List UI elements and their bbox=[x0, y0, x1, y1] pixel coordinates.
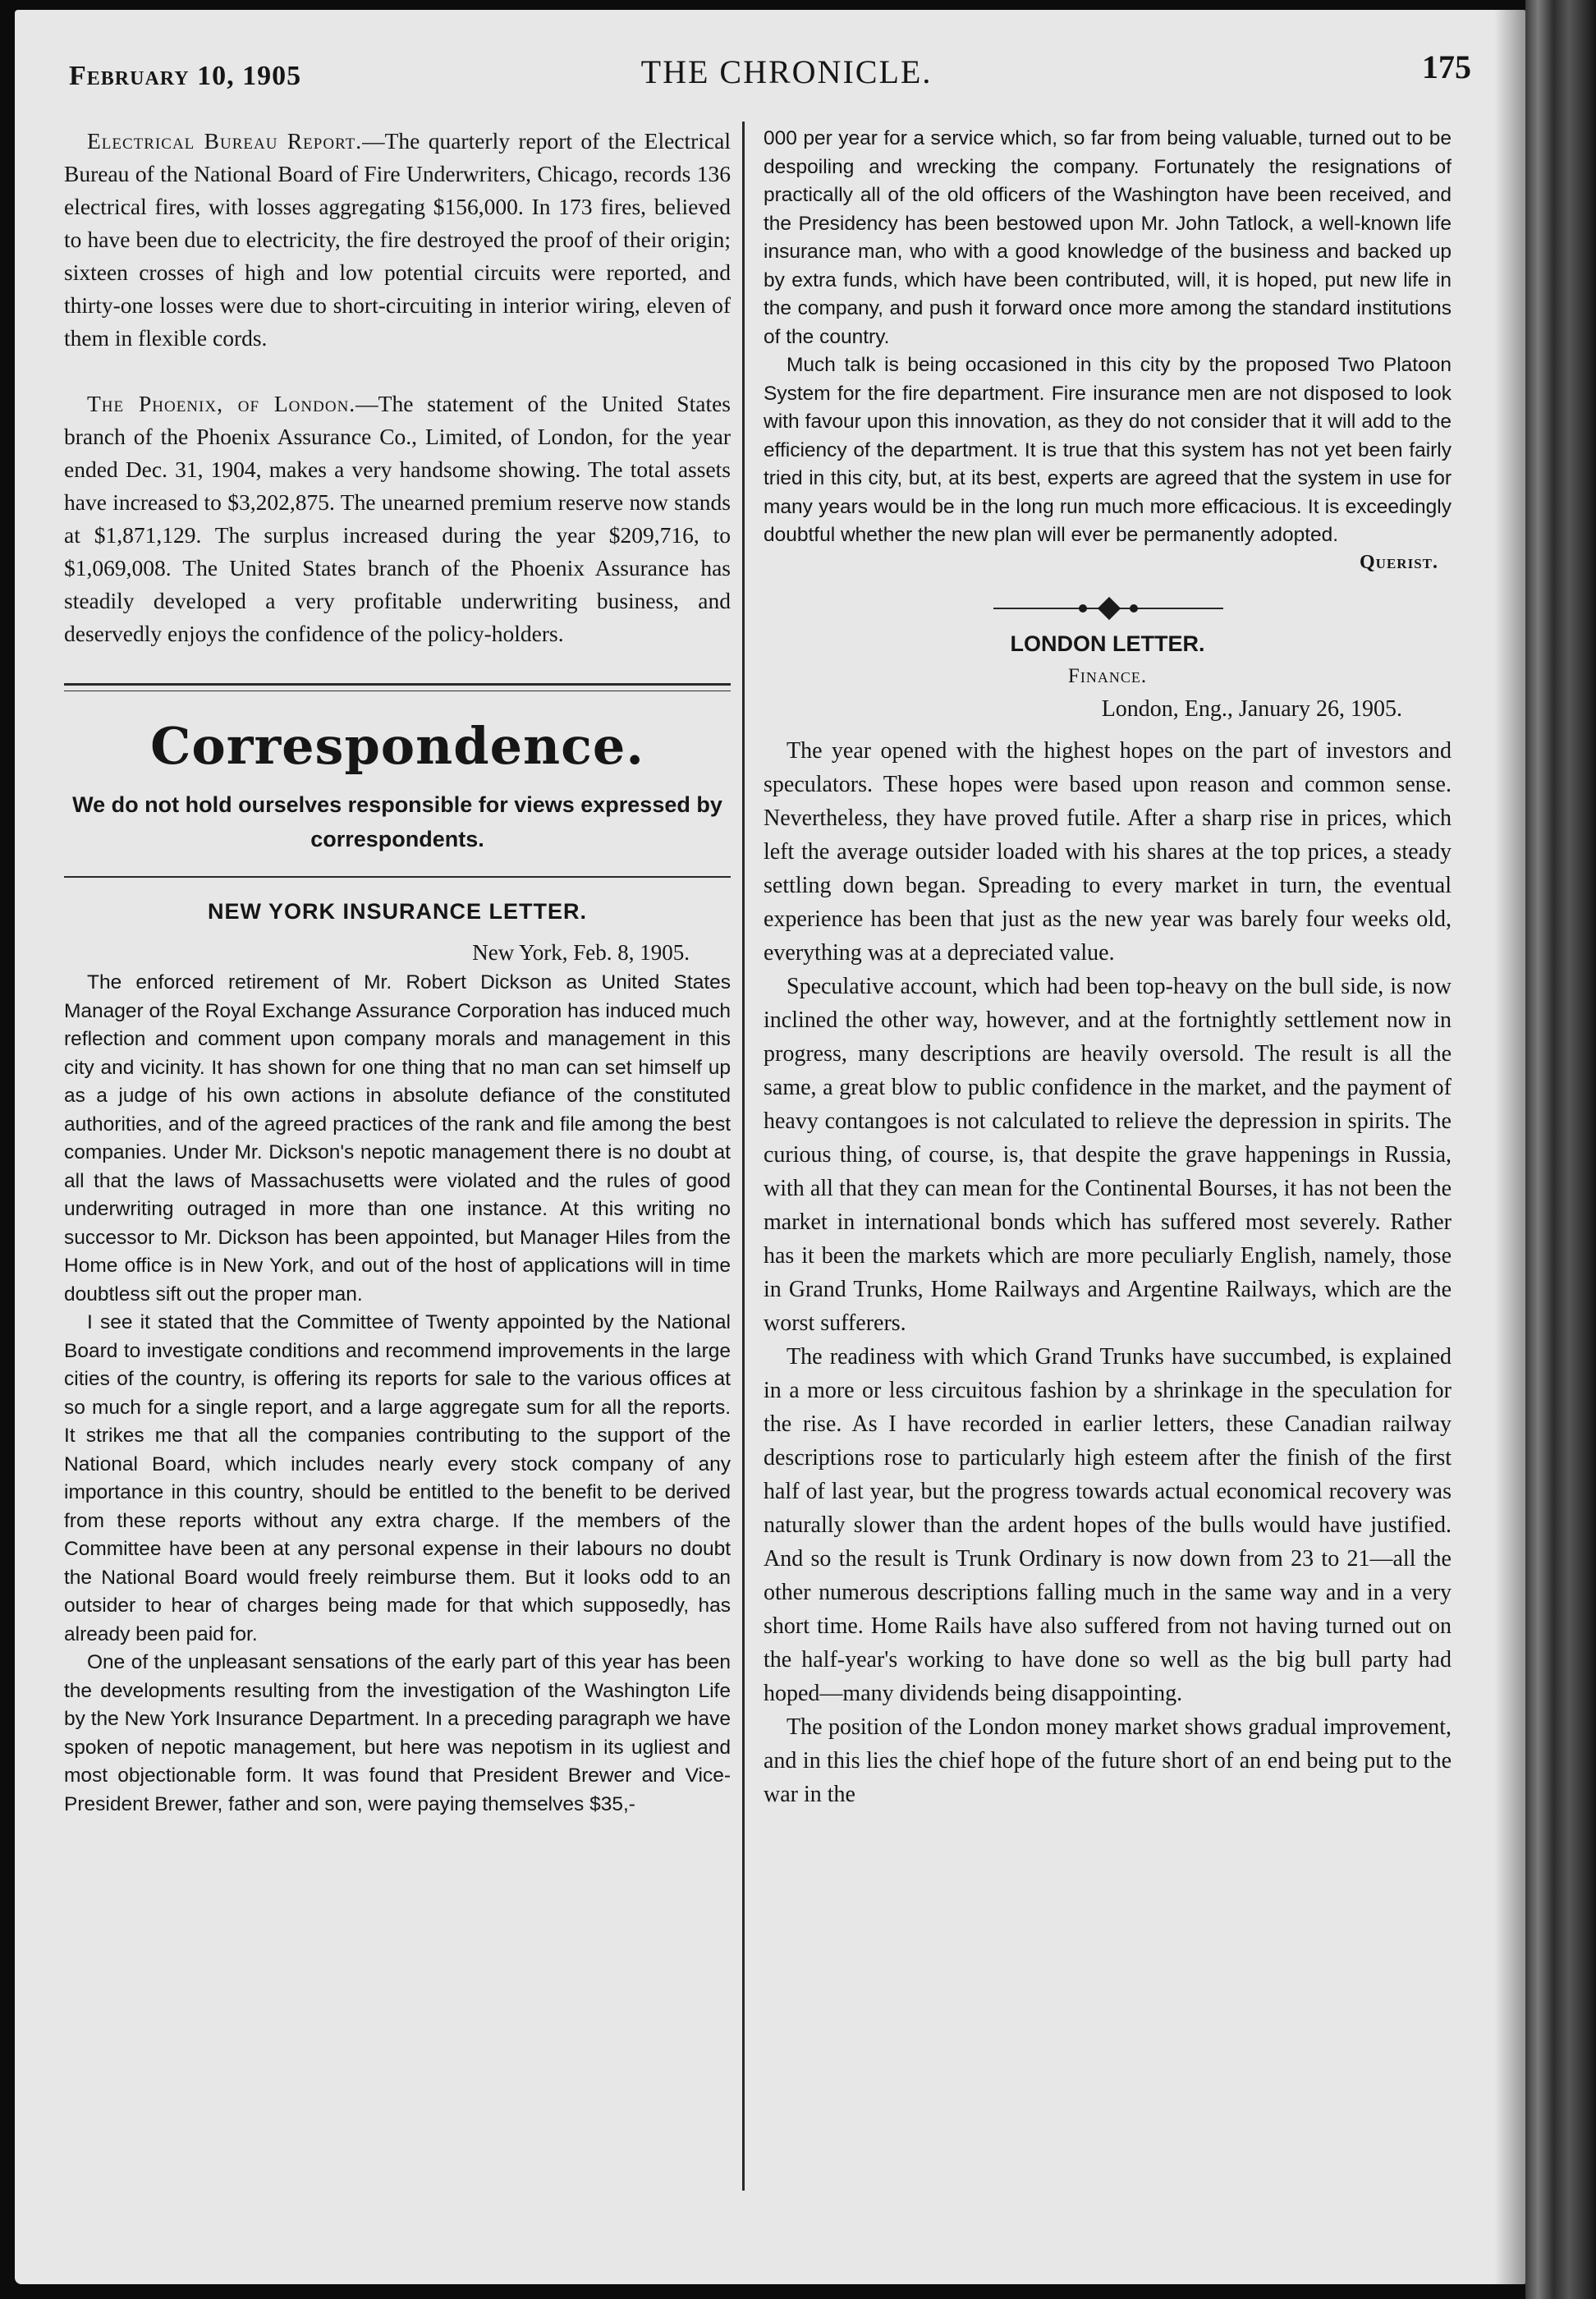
electrical-bureau-lead: Electrical Bureau Report. bbox=[87, 128, 363, 154]
correspondence-heading: Correspondence. bbox=[150, 716, 644, 776]
ornament-diamond bbox=[1098, 596, 1121, 619]
phoenix-lead: The Phoenix, of London. bbox=[87, 391, 356, 416]
london-letter-subheading: Finance. bbox=[1067, 664, 1148, 687]
right-column bbox=[764, 125, 1452, 1811]
london-letter-paragraph: The year opened with the highest hopes on the part of investors and speculators. These hopes were based upon reason and common sense. Nevertheless, they have proved futile. After a sharp rise in prices, which left the average outsider loaded with his shares at the top prices, a steady settling down began. Spreading to every market in turn, the eventual experience has been that just as the new year was barely four weeks old, everything was at a depreciated value. bbox=[764, 737, 1452, 966]
ny-letter-heading: NEW YORK INSURANCE LETTER. bbox=[207, 899, 588, 924]
london-letter-body bbox=[764, 734, 1452, 1811]
electrical-bureau-text: —The quarterly report of the Electrical Bureau of the National Board of Fire Underwriters, Chicago, records 136 electrical fires, with losses aggregating $156,000. In 173 fires, believed to have been due to electricity, the fire destroyed the proof of their origin; sixteen crosses of high and low potential circuits were reported, and thirty-one losses were due to short-circuiting in interior wiring, eleven of them in flexible cords. bbox=[64, 128, 731, 351]
header-date: February 10, 1905 bbox=[69, 61, 302, 91]
ny-letter-paragraph: 000 per year for a service which, so far from being valuable, turned out to be despoiling and wrecking the company. Fortunately the resignations of practically all of the old officers of the Washington have been received, and the Presidency has been bestowed upon Mr. John Tatlock, a well-known life insurance man, who with a good knowledge of the business and backed up by extra funds, which have been contributed, will, it is hoped, put new life in the company, and push it forward once more among the standard institutions of the country. bbox=[764, 127, 1452, 348]
ny-letter-paragraph: One of the unpleasant sensations of the early part of this year has been the developments resulting from the investigation of the Washington Life by the New York Insurance Department. In a preceding paragraph we have spoken of nepotic management, but here was nepotism in its ugliest and most objectionable form. It was found that President Brewer and Vice-President Brewer, father and son, were paying themselves $35,- bbox=[64, 1651, 731, 1815]
electrical-bureau-item bbox=[64, 125, 731, 355]
newspaper-page bbox=[15, 10, 1525, 2284]
london-letter-dateline: London, Eng., January 26, 1905. bbox=[1101, 695, 1402, 722]
book-binding bbox=[1525, 0, 1596, 2299]
ny-letter-dateline: New York, Feb. 8, 1905. bbox=[472, 940, 690, 965]
publication-title: THE CHRONICLE. bbox=[640, 53, 933, 90]
london-letter-heading: LONDON LETTER. bbox=[1010, 631, 1205, 656]
ornament-dot bbox=[1079, 604, 1087, 613]
london-letter-paragraph: The readiness with which Grand Trunks have succumbed, is explained in a more or less circuitous fashion by a shrinkage in the speculation for the rise. As I have recorded in earlier letters, these Canadian railway descriptions rose to particularly high esteem after the finish of the first half of last year, but the progress towards actual economical recovery was naturally slower than the ardent hopes of the bulls would have justified. And so the result is Trunk Ordinary is now down from 23 to 21—all the other numerous descriptions falling much in the same way and in a very short time. Home Rails have also suffered from not having turned out on the half-year's working to have done so well as the big bull party had hoped—many dividends being disappointing. bbox=[764, 1343, 1452, 1706]
left-column bbox=[64, 125, 731, 1819]
ny-letter-paragraph: I see it stated that the Committee of Twenty appointed by the National Board to investigate conditions and recommend improvements in the large cities of the country, is offering its reports for sale to the various offices at so much for a single report, and a large aggregate sum for all the reports. It strikes me that all the companies contributing to the support of the National Board, which includes nearly every stock company of any importance in this country, should be entitled to the benefit to be derived from these reports without any extra charge. If the members of the Committee have been at any personal expense in their labours no doubt the National Board would freely reimburse them. But it looks odd to an outsider to hear of charges being made for that which supposedly, has already been paid for. bbox=[64, 1311, 731, 1645]
ny-letter-body bbox=[64, 969, 731, 1819]
ny-letter-continuation bbox=[764, 125, 1452, 550]
ny-letter-paragraph: The enforced retirement of Mr. Robert Dickson as United States Manager of the Royal Exchange Assurance Corporation has induced much reflection and comment upon company morals and management in this city and vicinity. It has shown for one thing that no man can set himself up as a judge of his own actions in absolute defiance of the constituted authorities, and of the agreed practices of the rank and file among the best companies. Under Mr. Dickson's nepotic management there is no doubt at all that the laws of Massachusetts were violated and the rules of good underwriting outraged in more than one instance. At this writing no successor to Mr. Dickson has been appointed, but Manager Hiles from the Home office is in New York, and out of the host of applications will in time doubtless sift out the proper man. bbox=[64, 971, 731, 1306]
ornament-dot bbox=[1130, 604, 1138, 613]
ornament-divider bbox=[764, 592, 1452, 625]
correspondence-disclaimer: We do not hold ourselves responsible for views expressed by correspondents. bbox=[72, 792, 722, 851]
london-letter-paragraph: Speculative account, which had been top-heavy on the bull side, is now inclined the other way, however, and at the fortnightly settlement now in progress, many descriptions are heavily oversold. The result is all the same, a great blow to public confidence in the market, and the payment of heavy contangoes is not calculated to relieve the depression in spirits. The curious thing, of course, is, that despite the grave happenings in Russia, with all that they can mean for the Continental Bourses, it has not been the market in international bonds which has suffered most severely. Rather has it been the markets which are more peculiarly English, namely, those in Grand Trunks, Home Railways and Argentine Railways, which are the worst sufferers. bbox=[764, 973, 1452, 1336]
phoenix-item bbox=[64, 388, 731, 650]
london-letter-paragraph: The position of the London money market shows gradual improvement, and in this lies the chief hope of the future short of an end being put to the war in the bbox=[764, 1714, 1452, 1807]
page-number: 175 bbox=[1422, 48, 1471, 85]
section-divider bbox=[64, 683, 731, 691]
ny-letter-signature: Querist. bbox=[1360, 551, 1438, 573]
heading-divider bbox=[64, 876, 731, 878]
phoenix-text: —The statement of the United States branch of the Phoenix Assurance Co., Limited, of London, for the year ended Dec. 31, 1904, makes a very handsome showing. The total assets have increased to $3,202,875. The unearned premium reserve now stands at $1,871,129. The surplus increased during the year $209,716, to $1,069,008. The United States branch of the Phoenix Assurance has steadily developed a very profitable underwriting business, and deservedly enjoys the confidence of the policy-holders. bbox=[64, 391, 731, 646]
column-divider bbox=[742, 122, 745, 2191]
ny-letter-paragraph: Much talk is being occasioned in this city by the proposed Two Platoon System for the fire department. Fire insurance men are not disposed to look with favour upon this innovation, as they do not consider that it will add to the efficiency of the department. It is true that this system has not yet been fairly tried in this city, but, at its best, experts are agreed that the system in use for many years would be in the long run much more efficacious. It is exceedingly doubtful whether the new plan will ever be permanently adopted. bbox=[764, 354, 1452, 546]
page-header bbox=[48, 48, 1501, 105]
page-shadow bbox=[1494, 10, 1525, 2284]
